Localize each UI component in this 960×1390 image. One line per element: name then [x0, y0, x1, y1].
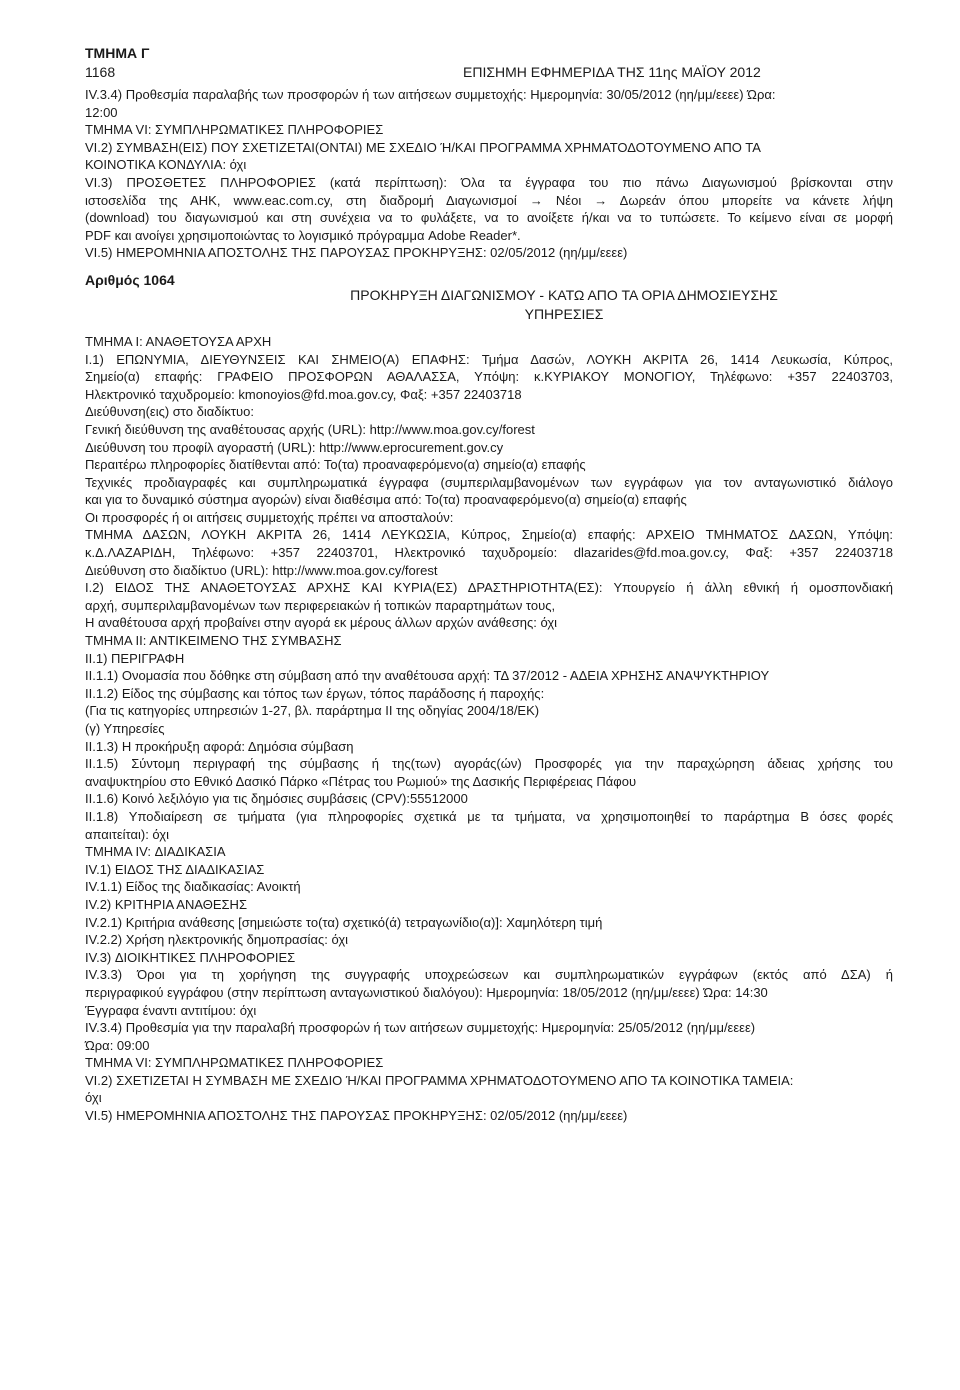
text-line: IV.2.2) Χρήση ηλεκτρονικής δημοπρασίας: όχι [85, 932, 349, 948]
previous-notice-tail [85, 86, 893, 262]
text-line: IV.2) ΚΡΙΤΗΡΙΑ ΑΝΑΘΕΣΗΣ [85, 896, 247, 912]
section-heading: ΤΜΗΜΑ Γ [85, 45, 150, 61]
notice-body [85, 333, 893, 1125]
text-line: Η αναθέτουσα αρχή προβαίνει στην αγορά εκ μέρους άλλων αρχών ανάθεσης: όχι [85, 615, 558, 631]
text-line: VI.3) ΠΡΟΣΘΕΤΕΣ ΠΛΗΡΟΦΟΡΙΕΣ (κατά περίπτωση): Όλα τα έγγραφα του πιο πάνω Διαγωνισμού βρίσκονται στην [85, 174, 893, 190]
text-line: ΙΙ.1.2) Είδος της σύμβασης και τόπος των έργων, τόπος παράδοσης ή παροχής: [85, 685, 545, 701]
text-line: ΙΙ.1.6) Κοινό λεξιλόγιο για τις δημόσιες συμβάσεις (CPV):55512000 [85, 791, 468, 807]
text-line: ΤΜΗΜΑ VI: ΣΥΜΠΛΗΡΩΜΑΤΙΚΕΣ ΠΛΗΡΟΦΟΡΙΕΣ [85, 122, 384, 138]
text-line: ΤΜΗΜΑ ΔΑΣΩΝ, ΛΟΥΚΗ ΑΚΡΙΤΑ 26, 1414 ΛΕΥΚΩΣΙΑ, Κύπρος, Σημείο(α) επαφής: ΑΡΧΕΙΟ ΤΜΗΜΑΤΟΣ ΔΑΣΩΝ, Υπόψη: [85, 527, 893, 543]
text-line: ΤΜΗΜΑ ΙV: ΔΙΑΔΙΚΑΣΙΑ [85, 844, 226, 860]
text-line: όχι [85, 1090, 102, 1106]
notice-heading [85, 272, 893, 324]
text-line: Ι.1) ΕΠΩΝΥΜΙΑ, ΔΙΕΥΘΥΝΣΕΙΣ ΚΑΙ ΣΗΜΕΙΟ(Α) ΕΠΑΦΗΣ: Τμήμα Δασών, ΛΟΥΚΗ ΑΚΡΙΤΑ 26, 1414 Λευκωσία, Κύπρος, [85, 351, 893, 367]
text-line: ΤΜΗΜΑ VI: ΣΥΜΠΛΗΡΩΜΑΤΙΚΕΣ ΠΛΗΡΟΦΟΡΙΕΣ [85, 1055, 384, 1071]
text-line: VI.2) ΣΧΕΤΙΖΕΤΑΙ Η ΣΥΜΒΑΣΗ ΜΕ ΣΧΕΔΙΟ Ή/ΚΑΙ ΠΡΟΓΡΑΜΜΑ ΧΡΗΜΑΤΟΔΟΤΟΥΜΕΝΟ ΑΠΟ ΤΑ ΚΟΙΝΟΤΙΚΑ ΤΑΜΕΙΑ: [85, 1072, 794, 1088]
notice-title-line-1: ΠΡΟΚΗΡΥΞΗ ΔΙΑΓΩΝΙΣΜΟΥ - ΚΑΤΩ ΑΠΟ ΤΑ ΟΡΙΑ ΔΗΜΟΣΙΕΥΣΗΣ [350, 286, 778, 303]
text-line: IV.1.1) Είδος της διαδικασίας: Ανοικτή [85, 879, 301, 895]
text-line: Οι προσφορές ή οι αιτήσεις συμμετοχής πρέπει να αποσταλούν: [85, 509, 454, 525]
text-line: 12:00 [85, 104, 118, 120]
text-line: IV.3.3) Όροι για τη χορήγηση της συγγραφής υποχρεώσεων και συμπληρωματικών εγγράφων (εκτός από ΔΣΑ) ή [85, 967, 893, 983]
text-line: IV.3) ΔΙΟΙΚΗΤΙΚΕΣ ΠΛΗΡΟΦΟΡΙΕΣ [85, 949, 296, 965]
text-line: Σημείο(α) επαφής: ΓΡΑΦΕΙΟ ΠΡΟΣΦΟΡΩΝ ΑΘΑΛΑΣΣΑ, Υπόψη: κ.ΚΥΡΙΑΚΟΥ ΜΟΝΟΓΙΟΥ, Τηλέφωνο: +357 22403703, [85, 369, 893, 385]
text-line: αρχή, συμπεριλαμβανομένων των περιφερειακών ή τοπικών παραρτημάτων τους, [85, 597, 556, 613]
text-line: IV.3.4) Προθεσμία για την παραλαβή προσφορών ή των αιτήσεων συμμετοχής: Ημερομηνία: 25/05/2012 (ηη/μμ/εεεε) [85, 1020, 756, 1036]
text-line: Ηλεκτρονικό ταχυδρομείο: kmonoyios@fd.moa.gov.cy, Φαξ: +357 22403718 [85, 386, 522, 402]
text-line: ΤΜΗΜΑ ΙΙ: ΑΝΤΙΚΕΙΜΕΝΟ ΤΗΣ ΣΥΜΒΑΣΗΣ [85, 633, 342, 649]
text-line: απαιτείται): όχι [85, 826, 170, 842]
text-line: ΚΟΙΝΟΤΙΚΑ ΚΟΝΔΥΛΙΑ: όχι [85, 157, 247, 173]
text-line: IV.3.4) Προθεσμία παραλαβής των προσφορών ή των αιτήσεων συμμετοχής: Ημερομηνία: 30/05/2012 (ηη/μμ/εεεε) Ώρα: [85, 87, 776, 102]
text-line: Ώρα: 09:00 [85, 1037, 150, 1053]
text-line: PDF και ανοίγει χρησιμοποιώντας το λογισμικό πρόγραμμα Adobe Reader*. [85, 227, 521, 243]
text-line: (download) του διαγωνισμού και στη συνέχεια να το φυλάξετε, να το ανοίξετε ή/και να το τυπώσετε. Το κείμενο είναι σε μορφή [85, 210, 893, 226]
text-line: Διεύθυνση(εις) στο διαδίκτυο: [85, 404, 254, 420]
text-line: VI.5) ΗΜΕΡΟΜΗΝΙΑ ΑΠΟΣΤΟΛΗΣ ΤΗΣ ΠΑΡΟΥΣΑΣ ΠΡΟΚΗΡΥΞΗΣ: 02/05/2012 (ηη/μμ/εεεε) [85, 245, 628, 261]
text-line: Διεύθυνση στο διαδίκτυο (URL): http://www.moa.gov.cy/forest [85, 562, 438, 578]
gazette-page [85, 44, 893, 1125]
notice-title-line-2: ΥΠΗΡΕΣΙΕΣ [524, 305, 604, 322]
text-line: ΙΙ.1.8) Υποδιαίρεση σε τμήματα (για πληροφορίες σχετικά με τα τμήματα, να χρησιμοποιηθεί το παράρτημα Β όσες φορές [85, 808, 893, 824]
publication-title: ΕΠΙΣΗΜΗ ΕΦΗΜΕΡΙΔΑ ΤΗΣ 11ης ΜΑΪΟΥ 2012 [463, 64, 761, 80]
text-line: Τεχνικές προδιαγραφές και συμπληρωματικά έγγραφα (συμπεριλαμβανομένων των εγγράφων για τον ανταγωνιστικό διάλογο [85, 474, 893, 490]
text-line: Περαιτέρω πληροφορίες διατίθενται από: Το(τα) προαναφερόμενο(α) σημείο(α) επαφής [85, 457, 586, 473]
text-line: ιστοσελίδα της ΑΗΚ, www.eac.com.cy, στη διαδρομή Διαγωνισμοί → Νέοι → Δωρεάν όπου μπορείτε να κάνετε λήψη [85, 192, 893, 208]
text-line: IV.1) ΕΙΔΟΣ ΤΗΣ ΔΙΑΔΙΚΑΣΙΑΣ [85, 861, 265, 877]
text-line: (γ) Υπηρεσίες [85, 721, 165, 736]
text-line: ΤΜΗΜΑ Ι: ΑΝΑΘΕΤΟΥΣΑ ΑΡΧΗ [85, 333, 272, 349]
page-header [85, 62, 893, 82]
text-line: VI.5) ΗΜΕΡΟΜΗΝΙΑ ΑΠΟΣΤΟΛΗΣ ΤΗΣ ΠΑΡΟΥΣΑΣ ΠΡΟΚΗΡΥΞΗΣ: 02/05/2012 (ηη/μμ/εεεε) [85, 1108, 628, 1124]
text-line: VI.2) ΣΥΜΒΑΣΗ(ΕΙΣ) ΠΟΥ ΣΧΕΤΙΖΕΤΑΙ(ΟΝΤΑΙ) ΜΕ ΣΧΕΔΙΟ Ή/ΚΑΙ ΠΡΟΓΡΑΜΜΑ ΧΡΗΜΑΤΟΔΟΤΟΥΜΕΝΟ ΑΠΟ ΤΑ [85, 139, 761, 155]
text-line: περιγραφικού εγγράφου (στην περίπτωση ανταγωνιστικού διαλόγου): Ημερομηνία: 18/05/2012 (ηη/μμ/εεεε) Ώρα: 14:30 [85, 984, 768, 1000]
text-line: Διεύθυνση του προφίλ αγοραστή (URL): http://www.eprocurement.gov.cy [85, 439, 504, 455]
text-line: IV.2.1) Κριτήρια ανάθεσης [σημειώστε το(τα) σχετικό(ά) τετραγωνίδιο(α)]: Χαμηλότερη τιμή [85, 914, 603, 930]
text-line: κ.Δ.ΛΑΖΑΡΙΔΗ, Τηλέφωνο: +357 22403701, Ηλεκτρονικό ταχυδρομείο: dlazarides@fd.moa.gov.cy, Φαξ: +357 22403718 [85, 545, 893, 561]
text-line: ΙΙ.1) ΠΕΡΙΓΡΑΦΗ [85, 650, 185, 666]
text-line: (Για τις κατηγορίες υπηρεσιών 1-27, βλ. παράρτημα ΙΙ της οδηγίας 2004/18/ΕΚ) [85, 703, 540, 719]
text-line: αναψυκτηρίου στο Εθνικό Δασικό Πάρκο «Πέτρας του Ρωμιού» της Δασικής Περιφέρειας Πάφου [85, 773, 637, 789]
notice-number: Αριθμός 1064 [85, 271, 175, 288]
text-line: Έγγραφα έναντι αντιτίμου: όχι [85, 1002, 257, 1018]
text-line: ΙΙ.1.1) Ονομασία που δόθηκε στη σύμβαση από την αναθέτουσα αρχή: ΤΔ 37/2012 - ΑΔΕΙΑ ΧΡΗΣΗΣ ΑΝΑΨΥΚΤΗΡΙΟΥ [85, 668, 770, 684]
text-line: ΙΙ.1.3) Η προκήρυξη αφορά: Δημόσια σύμβαση [85, 738, 354, 754]
text-line: Γενική διεύθυνση της αναθέτουσας αρχής (URL): http://www.moa.gov.cy/forest [85, 421, 535, 437]
notice-title [235, 272, 893, 324]
page-number: 1168 [85, 64, 116, 80]
text-line: ΙΙ.1.5) Σύντομη περιγραφή της σύμβασης ή της(των) αγοράς(ών) Προσφορές για την παραχώρηση άδειας χρήσης του [85, 756, 893, 772]
text-line: Ι.2) ΕΙΔΟΣ ΤΗΣ ΑΝΑΘΕΤΟΥΣΑΣ ΑΡΧΗΣ ΚΑΙ ΚΥΡΙΑ(ΕΣ) ΔΡΑΣΤΗΡΙΟΤΗΤΑ(ΕΣ): Υπουργείο ή άλλη εθνική ή ομοσπονδιακή [85, 580, 893, 596]
text-line: και για το δυναμικό σύστημα αγορών) είναι διαθέσιμα από: Το(τα) προαναφερόμενο(α) σημείο(α) επαφής [85, 492, 687, 508]
